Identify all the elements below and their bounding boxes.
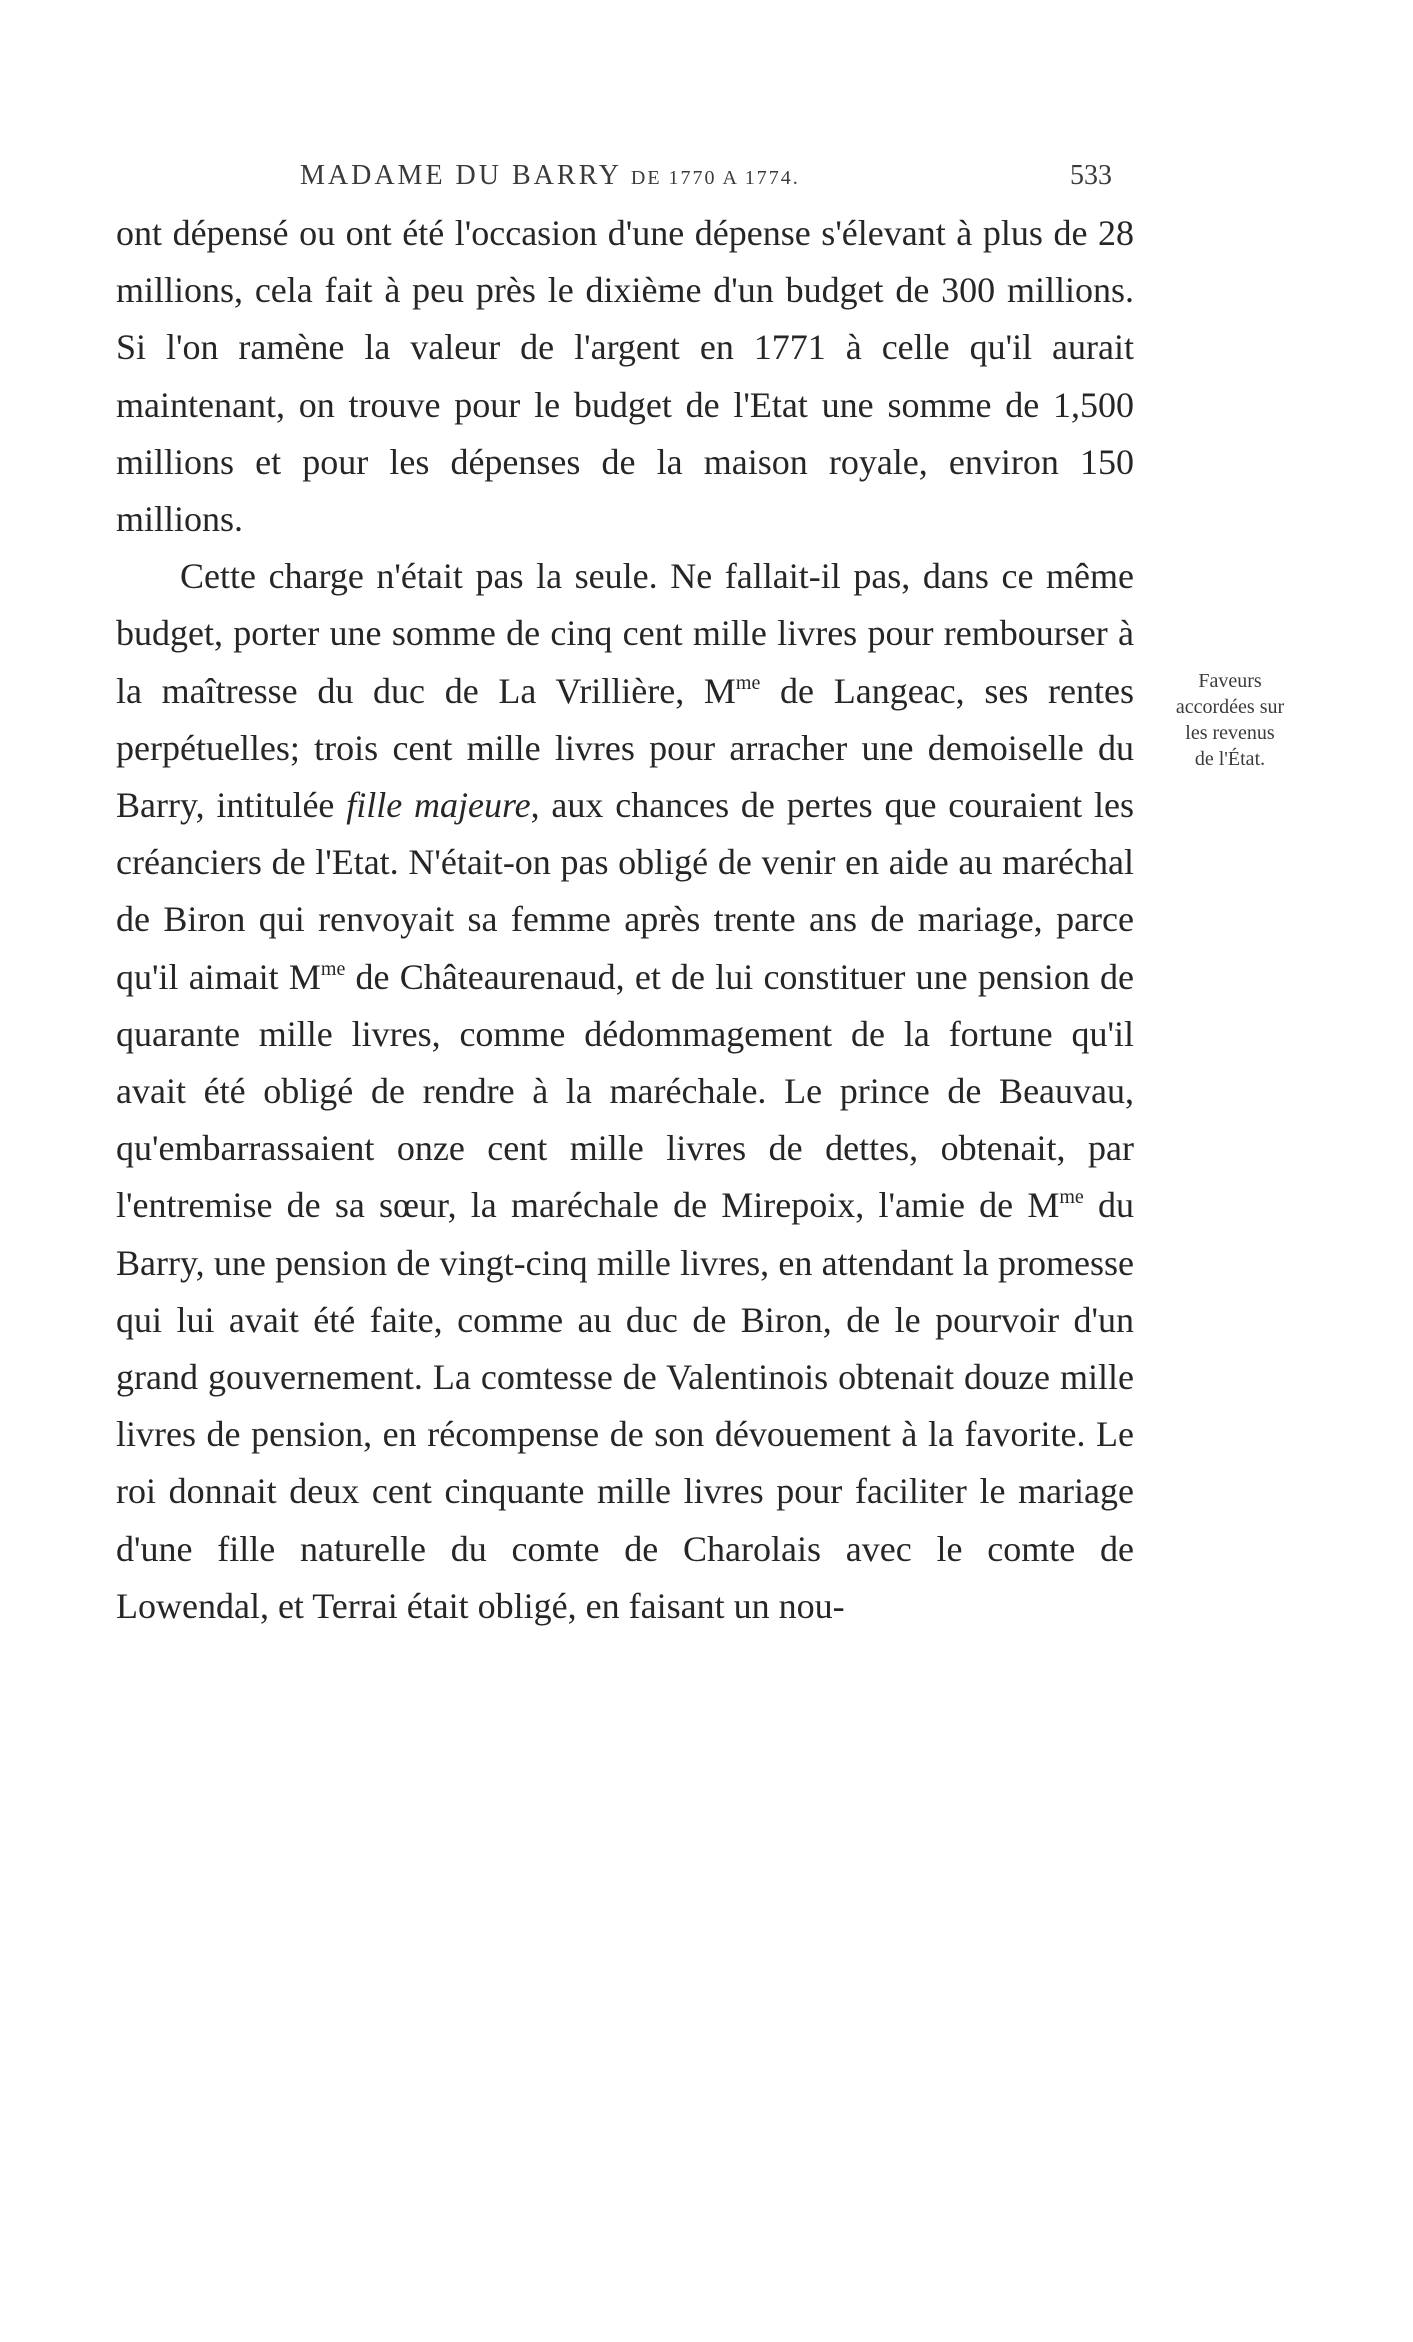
margin-note-line: accordées sur [1175,696,1285,718]
superscript-me: me [1059,1186,1084,1209]
margin-note [1140,668,1320,772]
paragraph-2-part-d: de Châteaurenaud, et de lui constituer une pension de quarante mille livres, comme dédommagement de la fortune qu'il avait été obligé de rendre à la maréchale. Le prince de Beauvau, qu'embarrassaient onze cent mille livres de dettes, obtenait, par l'entremise de sa sœur, la maréchale de Mirepoix, l'amie de M [116,956,1135,1226]
running-head [300,160,920,192]
paragraph-2-part-a: Cette charge n'était pas la seule. Ne fallait-il pas, dans ce même budget, porter une somme de cinq cent mille livres pour rembourser à la maîtresse du duc de La Vrillière, M [116,556,1134,711]
paragraph-2-part-c: , aux chances de pertes que couraient les créanciers de l'Etat. N'était-on pas obligé de venir en aide au maréchal de Biron qui renvoyait sa femme après trente ans de mariage, parce qu'il aimait M [116,785,1134,997]
paragraph-1: ont dépensé ou ont été l'occasion d'une dépense s'élevant à plus de 28 millions, cela fait à peu près le dixième d'un budget de 300 millions. Si l'on ramène la valeur de l'argent en 1771 à celle qu'il aurait maintenant, on trouve pour le budget de l'Etat une somme de 1,500 millions et pour les dépenses de la maison royale, environ 150 millions. [116,213,1134,540]
italic-phrase: fille majeure [346,785,531,826]
paragraph-2 [116,548,1134,1635]
margin-note-line: Faveurs [1198,670,1262,692]
margin-note-line: de l'État. [1194,748,1266,770]
paragraph-2-part-b: de Langeac, ses rentes perpétuelles; trois cent mille livres pour arracher une demoiselle du Barry, intitulée [116,670,1134,826]
page-number: 533 [1070,160,1112,191]
body-text [116,205,1134,1635]
margin-note-line: les revenus [1185,722,1275,744]
running-title: MADAME DU BARRY [300,160,621,191]
paragraph-2-part-e: du Barry, une pension de vingt-cinq mille livres, en attendant la promesse qui lui avait été faite, comme au duc de Biron, de le pourvoir d'un grand gouvernement. La comtesse de Valentinois obtenait douze mille livres de pension, en récompense de son dévouement à la favorite. Le roi donnait deux cent cinquante mille livres pour faciliter le mariage d'une fille naturelle du comte de Charolais avec le comte de Lowendal, et Terrai était obligé, en faisant un nou- [116,1185,1134,1626]
superscript-me: me [735,671,761,694]
superscript-me: me [320,957,346,980]
running-title-dates: DE 1770 A 1774. [630,167,800,189]
